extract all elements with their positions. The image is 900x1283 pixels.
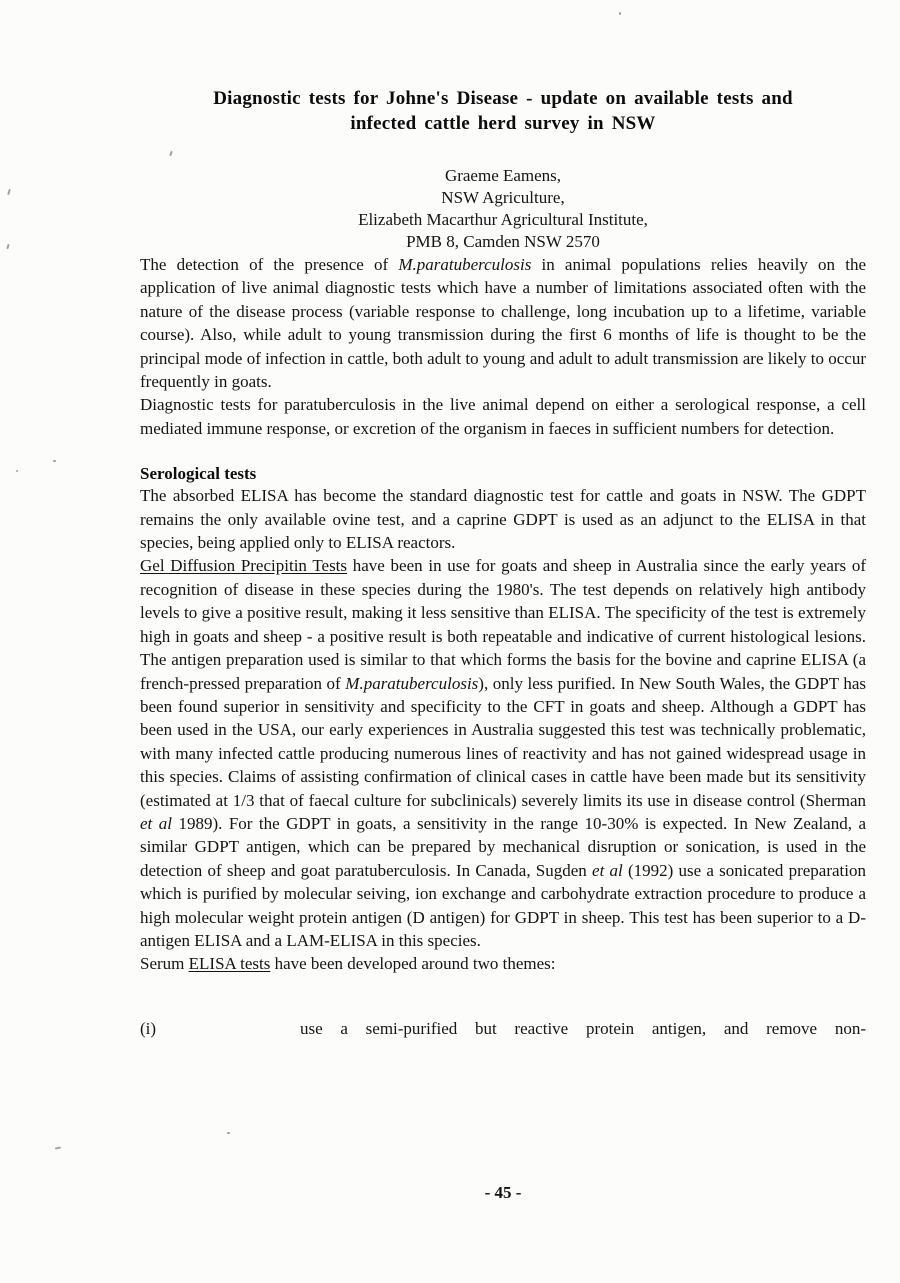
list-item-i <box>140 1017 866 1040</box>
author-institute: Elizabeth Macarthur Agricultural Institute, <box>358 210 648 229</box>
scan-artifact-tick <box>7 189 11 195</box>
paragraph-intro-1: The detection of the presence of M.paratuberculosis in animal populations relies heavily on the application of live animal diagnostic tests which have a number of limitations associated often with the nature of the disease process (variable response to challenge, long incubation up to a lifetime, variable course). Also, while adult to young transmission during the first 6 months of life is thought to be the principal mode of infection in cattle, both adult to young and adult to adult transmission are likely to occur frequently in goats. <box>140 255 866 392</box>
paragraph-intro-2: Diagnostic tests for paratuberculosis in the live animal depend on either a serological response, a cell mediated immune response, or excretion of the organism in faeces in sufficient numbers for detection. <box>140 395 866 438</box>
author-address: PMB 8, Camden NSW 2570 <box>406 232 600 251</box>
scan-artifact-tick <box>6 244 9 249</box>
author-name: Graeme Eamens, <box>444 166 562 185</box>
scan-artifact-speck <box>227 1132 230 1134</box>
list-item-marker: (i) <box>140 1018 157 1038</box>
scan-artifact-speck <box>53 460 56 462</box>
scan-artifact-speck <box>619 12 621 15</box>
scan-artifact-dash <box>55 1146 61 1149</box>
text-column <box>140 0 866 1040</box>
page-title <box>140 86 866 136</box>
page-title-line-2: infected cattle herd survey in NSW <box>350 113 656 134</box>
paragraph-absorbed-elisa: The absorbed ELISA has become the standard diagnostic test for cattle and goats in NSW. The GDPT remains the only available ovine test, and a caprine GDPT is used as an adjunct to the ELISA in that species, being applied only to ELISA reactors. <box>140 486 866 553</box>
scan-artifact-speck <box>16 470 18 472</box>
list-item-text: use a semi-purified but reactive protein antigen, and remove non- <box>300 1018 866 1038</box>
section-heading-serological-tests: Serological tests <box>140 464 257 484</box>
paragraph-gdpt: Gel Diffusion Precipitin Tests have been in use for goats and sheep in Australia since the early years of recognition of disease in these species during the 1980's. The test depends on relatively high antibody levels to give a positive result, making it less sensitive than ELISA. The specificity of the test is extremely high in goats and sheep - a positive result is both repeatable and indicative of current histological lesions. The antigen preparation used is similar to that which forms the basis for the bovine and caprine ELISA (a french-pressed preparation of M.paratuberculosis), only less purified. In New South Wales, the GDPT has been found superior in sensitivity and specificity to the CFT in goats and sheep. Although a GDPT has been used in the USA, our early experiences in Australia suggested this test was technically problematic, with many infected cattle producing numerous lines of reactivity and has not gained widespread usage in this species. Claims of assisting confirmation of clinical cases in cattle have been made but its sensitivity (estimated at 1/3 that of faecal culture for subclinicals) severely limits its use in disease control (Sherman et al 1989). For the GDPT in goats, a sensitivity in the range 10-30% is expected. In New Zealand, a similar GDPT antigen, which can be prepared by mechanical disruption or sonication, is used in the detection of sheep and goat paratuberculosis. In Canada, Sugden et al (1992) use a sonicated preparation which is purified by molecular seiving, ion exchange and carbohydrate extraction procedure to produce a high molecular weight protein antigen (D antigen) for GDPT in sheep. This test has been superior to a D-antigen ELISA and a LAM-ELISA in this species. <box>140 556 867 950</box>
paragraph-serum-elisa: Serum ELISA tests have been developed around two themes: <box>140 954 556 974</box>
author-organisation: NSW Agriculture, <box>441 188 565 207</box>
page-number: - 45 - <box>484 1183 522 1202</box>
page-title-line-1: Diagnostic tests for Johne's Disease - update on available tests and <box>213 88 793 109</box>
author-block <box>140 165 866 253</box>
